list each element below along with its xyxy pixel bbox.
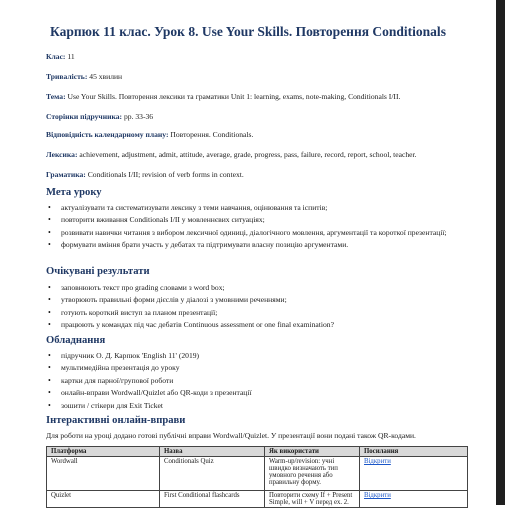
goals-heading: Мета уроку [46, 187, 102, 198]
list-item: • готують короткий виступ за планом презентації; [46, 307, 466, 318]
list-item: • повторити вживання Conditionals I/II у мовленнєвих ситуаціях; [46, 214, 466, 225]
goals-list [46, 202, 466, 252]
list-item: • заповнюють текст про grading словами з word box; [46, 282, 466, 293]
column-header: Назва [160, 447, 265, 457]
meta-calendar: Відповідність календарному плану: Повторення. Conditionals. [46, 130, 254, 139]
list-item: • розвивати навички читання з вибором лексичної одиниці, діалогічного мовлення, аргументації та короткої презентації; [46, 227, 466, 238]
table-cell: Повторити схему If + Present Simple, will + V перед ex. 2. [265, 491, 360, 508]
table-cell: Quizlet [47, 491, 160, 508]
list-item: • зошити / стікери для Exit Ticket [46, 400, 466, 411]
meta-duration: Тривалість: 45 хвилин [46, 72, 123, 81]
online-note: Для роботи на уроці додано готові публічні вправи Wordwall/Quizlet. У презентації вони подані також QR-кодами. [46, 431, 416, 440]
table-row [47, 457, 468, 491]
list-item: • картки для парної/групової роботи [46, 375, 466, 386]
meta-vocabulary: Лексика: achievement, adjustment, admit, attitude, average, grade, progress, pass, failure, record, report, school, teacher. [46, 150, 417, 159]
meta-topic: Тема: Use Your Skills. Повторення лексики та граматики Unit 1: learning, exams, note-making, Conditionals I/II. [46, 92, 401, 101]
table-cell: Wordwall [47, 457, 160, 491]
online-heading: Інтерактивні онлайн-вправи [46, 415, 186, 426]
results-list [46, 282, 466, 332]
table-cell: Warm-up/revision: учні швидко визначають тип умовного речення або правильну форму. [265, 457, 360, 491]
list-item: • мультимедійна презентація до уроку [46, 362, 466, 373]
online-exercises-table [46, 446, 468, 508]
column-header: Як використати [265, 447, 360, 457]
open-link[interactable]: Відкрити [360, 491, 468, 508]
column-header: Посилання [360, 447, 468, 457]
table-cell: First Conditional flashcards [160, 491, 265, 508]
table-cell: Conditionals Quiz [160, 457, 265, 491]
list-item: • працюють у командах під час дебатів Continuous assessment or one final examination? [46, 319, 466, 330]
page-title: Карпюк 11 клас. Урок 8. Use Your Skills. Повторення Conditionals [50, 24, 446, 39]
list-item: • актуалізувати та систематизувати лексику з теми навчання, оцінювання та іспитів; [46, 202, 466, 213]
results-heading: Очікувані результати [46, 266, 150, 277]
table-header-row [47, 447, 468, 457]
window-edge [496, 0, 505, 505]
meta-pages: Сторінки підручника: pp. 33-36 [46, 112, 154, 121]
list-item: • утворюють правильні форми дієслів у діалозі з умовними реченнями; [46, 294, 466, 305]
list-item: • підручник О. Д. Карпюк 'English 11' (2019) [46, 350, 466, 361]
column-header: Платформа [47, 447, 160, 457]
equipment-list [46, 350, 466, 412]
equipment-heading: Обладнання [46, 335, 106, 346]
meta-grammar: Граматика: Conditionals I/II; revision of verb forms in context. [46, 170, 244, 179]
open-link[interactable]: Відкрити [360, 457, 468, 491]
list-item: • формувати вміння брати участь у дебатах та підтримувати власну позицію аргументами. [46, 239, 466, 250]
list-item: • онлайн-вправи Wordwall/Quizlet або QR-коди з презентації [46, 387, 466, 398]
meta-class: Клас: 11 [46, 52, 75, 61]
